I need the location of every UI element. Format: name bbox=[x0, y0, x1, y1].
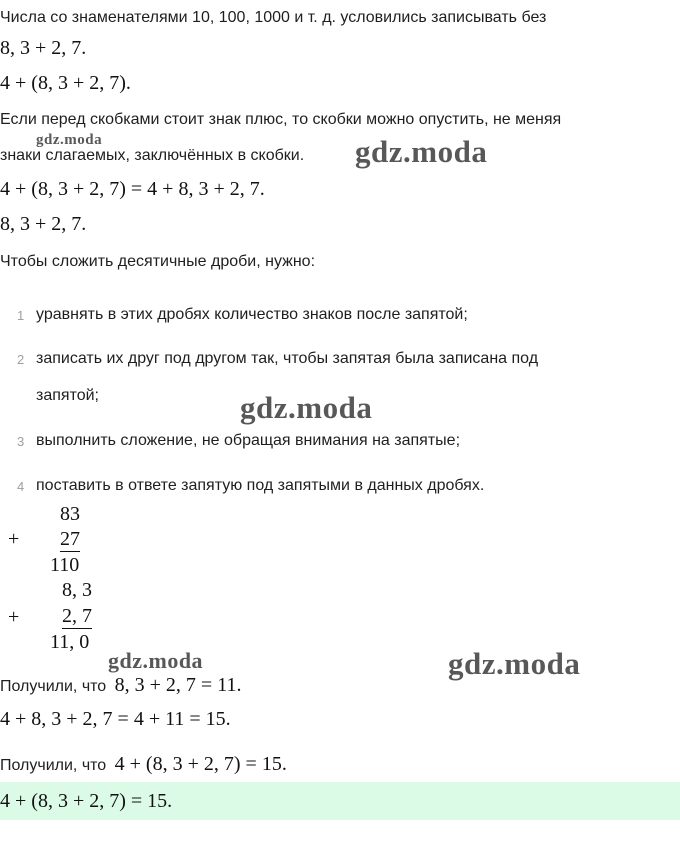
result-expr: 8, 3 + 2, 7 = 11. bbox=[114, 674, 242, 696]
step-text: записать их друг под другом так, чтобы запятая была записана под bbox=[36, 350, 539, 367]
rule-expr-2: 8, 3 + 2, 7. bbox=[0, 213, 87, 235]
plus-sign: + bbox=[8, 606, 20, 628]
answer-box bbox=[0, 782, 680, 820]
addend-bottom: 2, 7 bbox=[62, 605, 92, 627]
step-text-continued: запятой; bbox=[36, 387, 99, 404]
watermark-big-3: gdz.moda bbox=[448, 646, 581, 681]
step-number: 2 bbox=[17, 352, 25, 367]
rule-expr-1: 4 + (8, 3 + 2, 7) = 4 + 8, 3 + 2, 7. bbox=[0, 178, 265, 200]
step-text: уравнять в этих дробях количество знаков после запятой; bbox=[36, 306, 468, 323]
plus-sign: + bbox=[8, 528, 20, 550]
rule-line-1: Если перед скобками стоит знак плюс, то скобки можно опустить, не меняя bbox=[0, 111, 562, 128]
rule-line-2: знаки слагаемых, заключённых в скобки. bbox=[0, 147, 305, 164]
result-line-1 bbox=[0, 673, 241, 697]
sum-result: 110 bbox=[50, 554, 80, 576]
sum-result: 11, 0 bbox=[50, 631, 90, 653]
result-label: Получили, что bbox=[0, 757, 107, 774]
result-line-2 bbox=[0, 752, 287, 776]
watermark-big-1: gdz.moda bbox=[355, 134, 488, 169]
answer-expr: 4 + (8, 3 + 2, 7) = 15. bbox=[0, 790, 173, 812]
intro-expr-1: 8, 3 + 2, 7. bbox=[0, 37, 87, 59]
watermark-medium: gdz.moda bbox=[108, 648, 204, 673]
addend-top: 83 bbox=[60, 503, 80, 525]
step-text: поставить в ответе запятую под запятыми в данных дробях. bbox=[36, 477, 485, 494]
result-label: Получили, что bbox=[0, 678, 107, 695]
intro-text: Числа со знаменателями 10, 100, 1000 и т. д. условились записывать без bbox=[0, 9, 547, 26]
intro-expr-2: 4 + (8, 3 + 2, 7). bbox=[0, 72, 131, 94]
step-number: 3 bbox=[17, 434, 25, 449]
addend-bottom: 27 bbox=[60, 528, 80, 550]
addend-top: 8, 3 bbox=[62, 579, 92, 601]
steps-heading: Чтобы сложить десятичные дроби, нужно: bbox=[0, 253, 316, 270]
step-number: 4 bbox=[17, 479, 25, 494]
step-text: выполнить сложение, не обращая внимания на запятые; bbox=[36, 432, 461, 449]
result-expr-2: 4 + 8, 3 + 2, 7 = 4 + 11 = 15. bbox=[0, 708, 231, 730]
watermark-big-2: gdz.moda bbox=[240, 390, 373, 425]
watermark-small-1: gdz.moda bbox=[36, 132, 103, 148]
step-number: 1 bbox=[17, 308, 25, 323]
result-expr: 4 + (8, 3 + 2, 7) = 15. bbox=[114, 753, 287, 775]
